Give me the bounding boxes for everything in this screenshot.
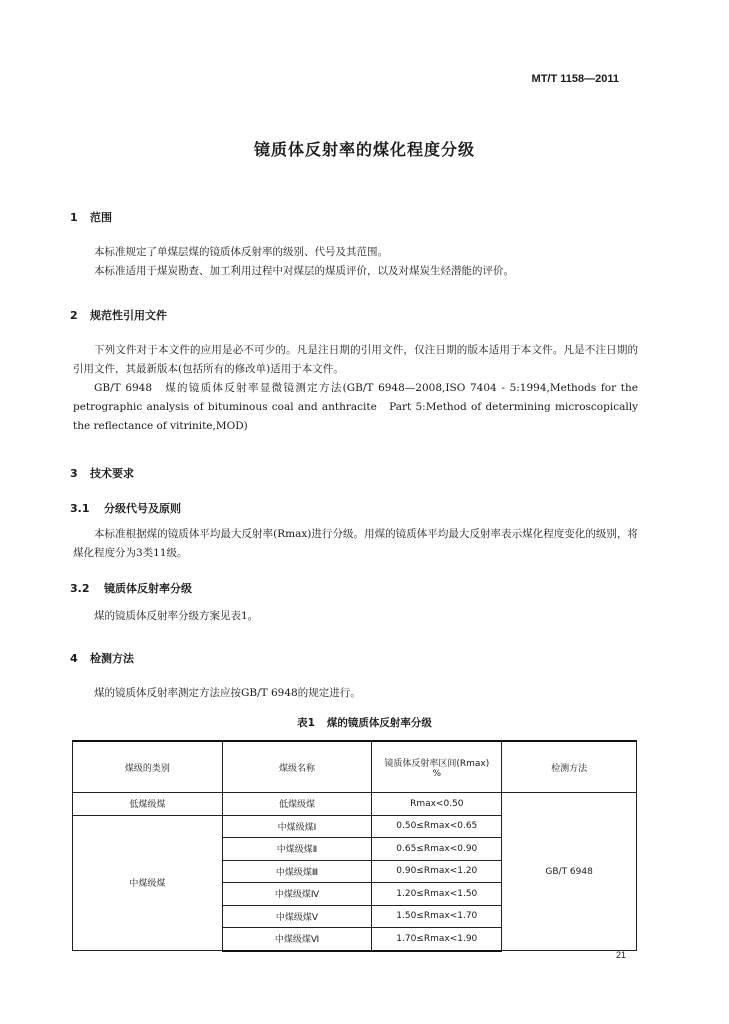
header-range (372, 741, 502, 793)
section-number: 3.2 (70, 582, 90, 595)
section-4-body (73, 684, 638, 703)
table-header-row (73, 741, 637, 793)
section-4-heading (70, 650, 134, 666)
table-caption-number: 表1 (297, 717, 315, 729)
cell-range: Rmax<0.50 (372, 793, 502, 816)
cell-range: 1.50≤Rmax<1.70 (372, 905, 502, 928)
section-title: 规范性引用文件 (90, 309, 167, 322)
section-title: 检测方法 (90, 652, 134, 665)
section-title: 范围 (90, 211, 112, 224)
standard-code: MT/T 1158—2011 (531, 73, 619, 85)
cell-method: GB/T 6948 (502, 793, 637, 951)
section-number: 3 (70, 467, 78, 480)
cell-range: 0.50≤Rmax<0.65 (372, 815, 502, 838)
reflectance-classification-table (72, 740, 637, 952)
cell-range: 0.90≤Rmax<1.20 (372, 860, 502, 883)
section-number: 4 (70, 652, 78, 665)
section-1-heading (70, 209, 112, 225)
header-range-line2: % (432, 768, 442, 779)
section-3-1-body (73, 525, 638, 563)
table-row (73, 793, 637, 816)
page-number: 21 (615, 950, 626, 960)
paragraph: 下列文件对于本文件的应用是必不可少的。凡是注日期的引用文件，仅注日期的版本适用于本文件。凡是不注日期的引用文件，其最新版本(包括所有的修改单)适用于本文件。 (73, 344, 638, 375)
cell-category: 中煤级煤 (73, 815, 223, 951)
section-number: 1 (70, 211, 78, 224)
cell-range: 1.20≤Rmax<1.50 (372, 883, 502, 906)
paragraph: 本标准根据煤的镜质体平均最大反射率(Rmax)进行分级。用煤的镜质体平均最大反射率表示煤化程度变化的级别，将煤化程度分为3类11级。 (73, 528, 638, 559)
section-1-body (73, 243, 638, 281)
section-number: 3.1 (70, 502, 90, 515)
section-2-heading (70, 307, 167, 323)
table-caption-title: 煤的镜质体反射率分级 (326, 717, 432, 729)
cell-name: 中煤级煤Ⅱ (222, 838, 372, 861)
header-method: 检测方法 (502, 741, 637, 793)
cell-name: 中煤级煤Ⅴ (222, 905, 372, 928)
paragraph: 本标准规定了单煤层煤的镜质体反射率的级别、代号及其范围。 (94, 246, 388, 258)
cell-name: 中煤级煤Ⅵ (222, 928, 372, 951)
paragraph: 本标准适用于煤炭勘查、加工利用过程中对煤层的煤质评价，以及对煤炭生烃潜能的评价。 (94, 265, 514, 277)
header-name: 煤级名称 (222, 741, 372, 793)
paragraph: GB/T 6948 煤的镜质体反射率显微镜测定方法(GB/T 6948—2008,ISO 7404 - 5:1994,Methods for the petrographic analysis of bituminous coal and anthracite Part 5:Method of determining microscopically the reflectance of vitrinite,MOD) (73, 382, 638, 432)
section-2-body (73, 341, 638, 436)
section-3-2-body (73, 607, 638, 626)
section-3-heading (70, 465, 134, 481)
cell-name: 低煤级煤 (222, 793, 372, 816)
header-range-line1: 镜质体反射率区间(Rmax) (384, 758, 490, 769)
section-number: 2 (70, 309, 78, 322)
cell-category: 低煤级煤 (73, 793, 223, 816)
cell-name: 中煤级煤Ⅰ (222, 815, 372, 838)
section-3-1-heading (70, 500, 181, 516)
document-title: 镜质体反射率的煤化程度分级 (253, 140, 475, 159)
section-title: 分级代号及原则 (104, 502, 181, 515)
header-category: 煤级的类别 (73, 741, 223, 793)
cell-name: 中煤级煤Ⅳ (222, 883, 372, 906)
cell-range: 1.70≤Rmax<1.90 (372, 928, 502, 951)
section-title: 技术要求 (90, 467, 134, 480)
cell-range: 0.65≤Rmax<0.90 (372, 838, 502, 861)
cell-name: 中煤级煤Ⅲ (222, 860, 372, 883)
section-3-2-heading (70, 580, 192, 596)
table-caption (0, 715, 729, 730)
paragraph: 煤的镜质体反射率测定方法应按GB/T 6948的规定进行。 (94, 687, 361, 699)
section-title: 镜质体反射率分级 (104, 582, 192, 595)
paragraph: 煤的镜质体反射率分级方案见表1。 (94, 610, 259, 622)
